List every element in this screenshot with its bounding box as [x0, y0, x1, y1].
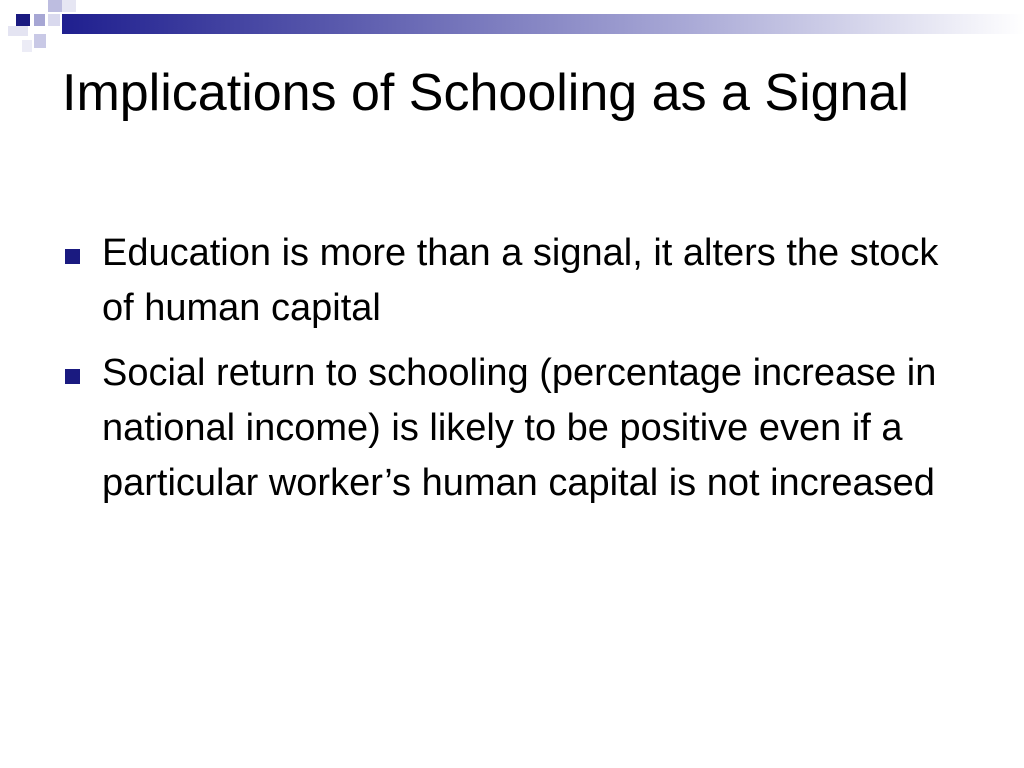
- bullet-item: [62, 226, 962, 336]
- bullet-text: Education is more than a signal, it alters the stock of human capital: [102, 232, 939, 329]
- bullet-item: [62, 346, 962, 511]
- decor-square: [16, 14, 30, 26]
- decor-square: [8, 26, 28, 36]
- bullet-text: Social return to schooling (percentage increase in national income) is likely to be positive even if a particular worker’s human capital is not increased: [102, 352, 937, 504]
- decor-square: [48, 0, 62, 12]
- bullet-list: [62, 226, 962, 521]
- decor-square: [62, 0, 76, 12]
- decor-square: [34, 34, 46, 48]
- square-bullet-icon: [65, 369, 80, 384]
- square-bullet-icon: [65, 249, 80, 264]
- decor-square: [48, 14, 60, 26]
- slide-title: Implications of Schooling as a Signal: [62, 64, 909, 122]
- header-band: [62, 14, 1024, 34]
- decor-square: [34, 14, 45, 26]
- decor-square: [22, 40, 32, 52]
